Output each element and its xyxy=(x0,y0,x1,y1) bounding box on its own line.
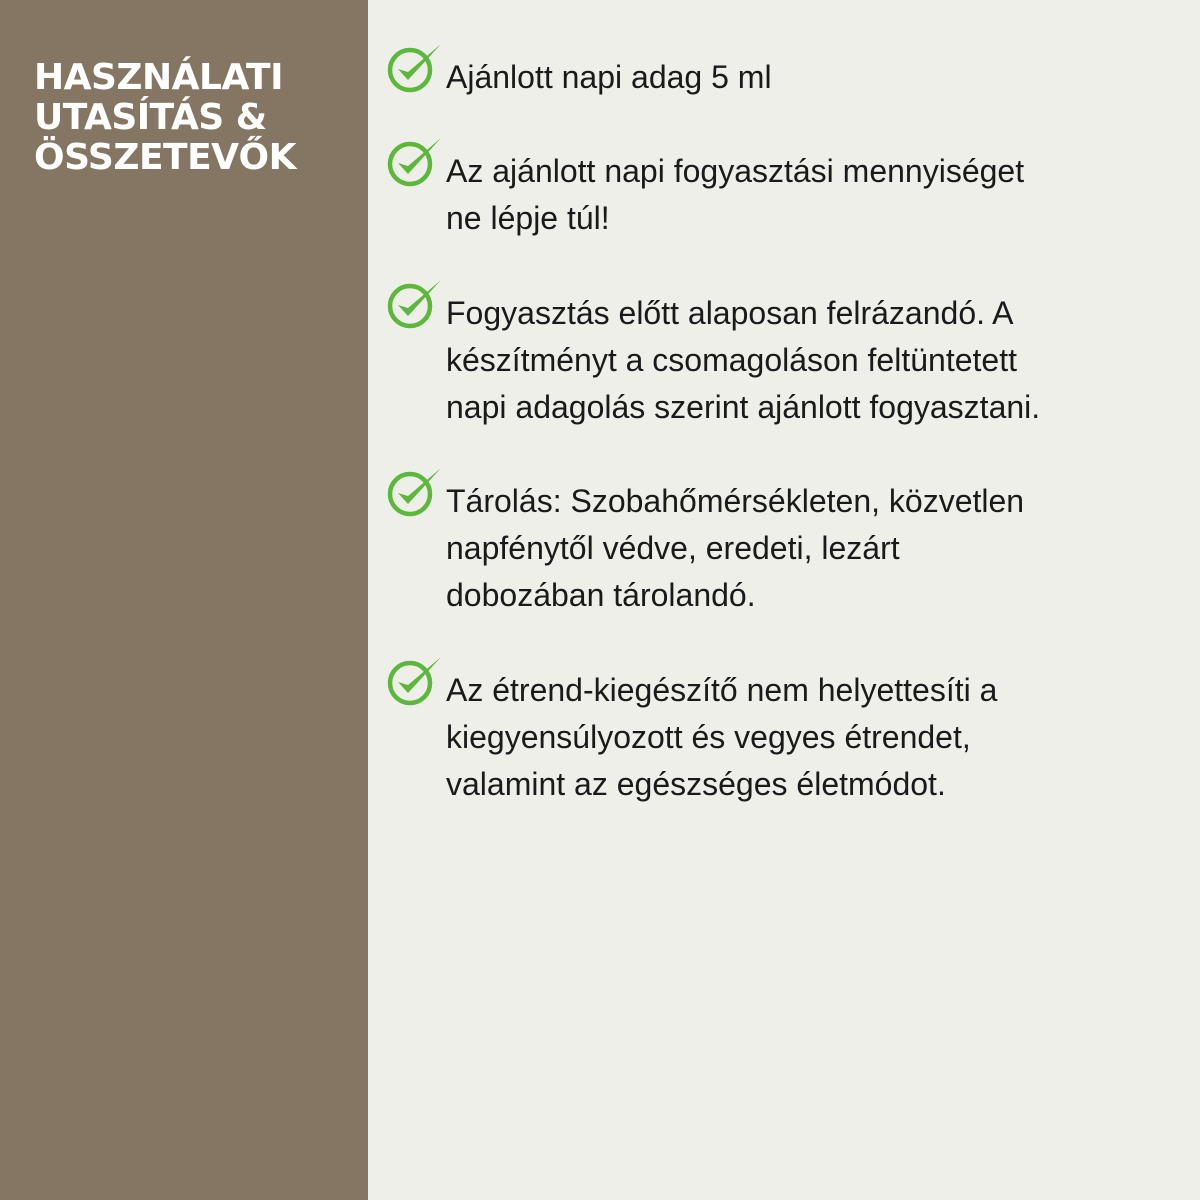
checkmark-icon xyxy=(386,134,446,188)
sidebar-title-line: UTASÍTÁS & xyxy=(34,97,267,138)
list-item-line: napfénytől védve, eredeti, lezárt xyxy=(446,530,900,566)
list-item-line: dobozában tárolandó. xyxy=(446,577,756,613)
list-item-text xyxy=(446,667,1186,808)
list-item-line: Ajánlott napi adag 5 ml xyxy=(446,59,772,95)
list-item-text xyxy=(446,148,1186,242)
sidebar-title xyxy=(34,58,354,178)
list-item-text xyxy=(446,54,1186,101)
sidebar-title-line: ÖSSZETEVŐK xyxy=(34,137,297,178)
list-item-text xyxy=(446,290,1186,431)
list-item-line: Az ajánlott napi fogyasztási mennyiséget xyxy=(446,153,1025,189)
sidebar xyxy=(0,0,368,1200)
list-item-text xyxy=(446,478,1186,619)
list-item-line: valamint az egészséges életmódot. xyxy=(446,766,946,802)
list-item-line: készítményt a csomagoláson feltüntetett xyxy=(446,342,1017,378)
checkmark-icon xyxy=(386,653,446,707)
list-item-line: ne lépje túl! xyxy=(446,200,610,236)
list-item-line: napi adagolás szerint ajánlott fogyasztani. xyxy=(446,389,1041,425)
checkmark-icon xyxy=(386,276,446,330)
instructions-list xyxy=(368,0,1200,1200)
checkmark-icon xyxy=(386,464,446,518)
list-item-line: Fogyasztás előtt alaposan felrázandó. A xyxy=(446,295,1014,331)
list-item-line: Tárolás: Szobahőmérsékleten, közvetlen xyxy=(446,483,1025,519)
list-item-line: kiegyensúlyozott és vegyes étrendet, xyxy=(446,719,971,755)
sidebar-title-line: HASZNÁLATI xyxy=(34,57,283,98)
list-item-line: Az étrend-kiegészítő nem helyettesíti a xyxy=(446,672,998,708)
checkmark-icon xyxy=(386,40,446,94)
